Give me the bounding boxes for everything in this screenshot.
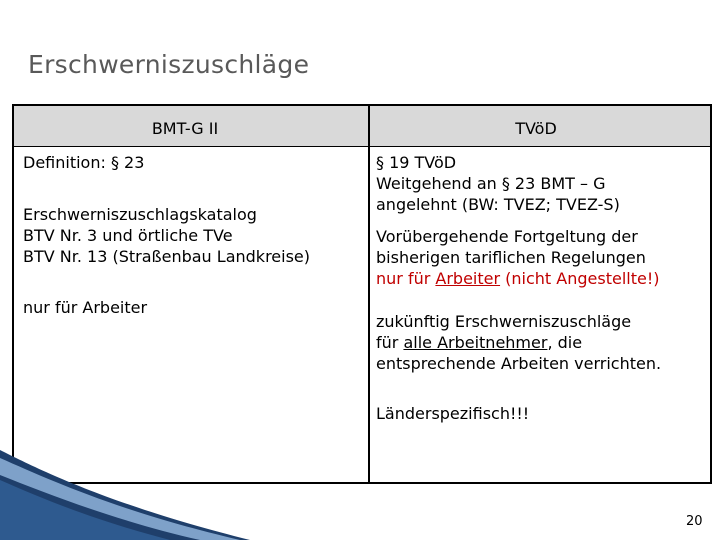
right-para3-line2	[376, 332, 710, 353]
header-tvoed: TVöD	[515, 119, 557, 138]
nur-fuer-text: nur für	[376, 269, 436, 288]
alle-arbeitnehmer-underlined: alle Arbeitnehmer	[403, 333, 548, 352]
left-definition: Definition: § 23	[23, 153, 145, 172]
column-divider	[368, 106, 370, 482]
right-para3-line3: entsprechende Arbeiten verrichten.	[376, 354, 662, 373]
fuer-text: für	[376, 333, 404, 352]
right-para1-line2: Weitgehend an § 23 BMT – G	[376, 174, 606, 193]
left-katalog-line1: Erschwerniszuschlagskatalog	[23, 205, 257, 224]
right-para2-line3	[376, 268, 710, 289]
left-katalog-line2: BTV Nr. 3 und örtliche TVe	[23, 226, 233, 245]
right-column-cell	[376, 152, 710, 424]
right-laenderspezifisch: Länderspezifisch!!!	[376, 404, 530, 423]
right-para1-line1: § 19 TVöD	[376, 153, 457, 172]
right-para2-line1: Vorübergehende Fortgeltung der	[376, 227, 638, 246]
table-header-row	[14, 106, 710, 147]
decorative-swoosh	[0, 450, 260, 540]
header-bmt-g: BMT-G II	[151, 119, 219, 138]
arbeiter-underlined: Arbeiter	[435, 269, 501, 288]
right-para1-line3: angelehnt (BW: TVEZ; TVEZ-S)	[376, 195, 620, 214]
page-number: 20	[686, 514, 703, 529]
right-para2-line2: bisherigen tariflichen Regelungen	[376, 248, 646, 267]
left-nur-arbeiter: nur für Arbeiter	[23, 298, 148, 317]
die-text: , die	[547, 333, 583, 352]
comparison-table	[12, 104, 712, 484]
right-para3-line1: zukünftig Erschwerniszuschläge	[376, 312, 632, 331]
nicht-angestellte-text: (nicht Angestellte!)	[500, 269, 660, 288]
left-column-cell	[23, 152, 363, 318]
left-katalog-line3: BTV Nr. 13 (Straßenbau Landkreise)	[23, 247, 310, 266]
slide-title: Erschwerniszuschläge	[28, 50, 310, 79]
